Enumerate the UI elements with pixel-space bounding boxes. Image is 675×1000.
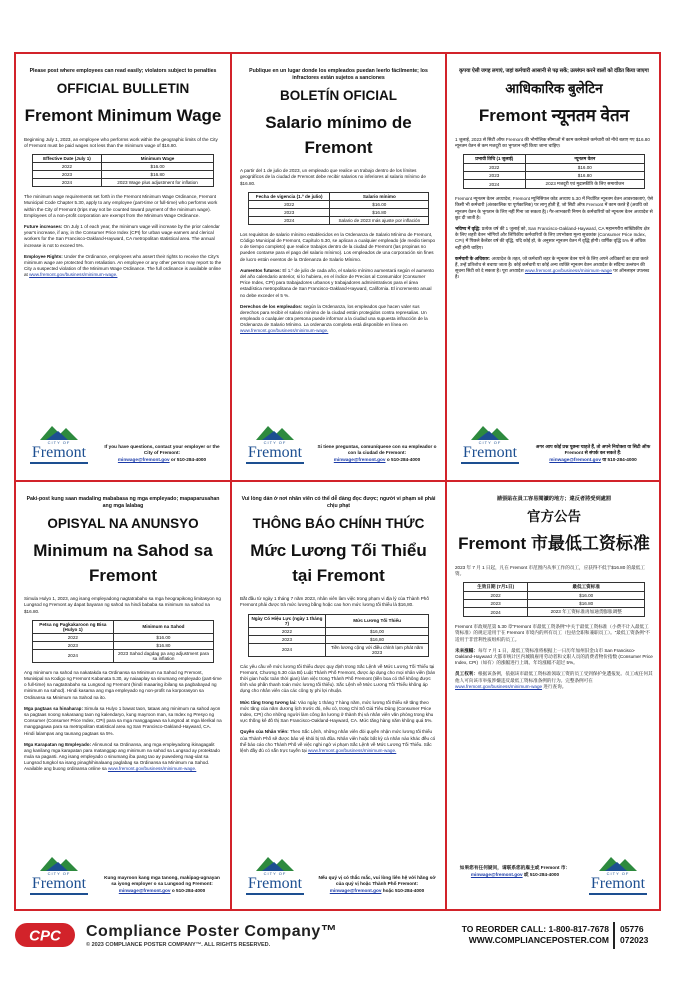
- employee-rights-text: [455, 256, 653, 281]
- table-header: Minimum na Sahod: [113, 620, 213, 633]
- panel-vietnamese: [232, 482, 445, 911]
- table-cell: $16.80: [330, 208, 429, 216]
- intro-text: 1 जुलाई, 2023 से सिटी ऑफ Fremont की भौगोलिक सीमाओं में काम करनेवाले कर्मचारी को नीचे बताए गए $16.80 न्यूनतम वेतन से कम मजदूरी का भुगतान नहीं किया जाना चाहिए।: [455, 136, 650, 149]
- wage-table: [463, 154, 645, 189]
- logo-city-of: CITY OF: [263, 440, 287, 445]
- table-cell: 2023 मजदूरी एवं मुद्रास्फीति के लिए समायोजन: [525, 180, 645, 189]
- table-row: [463, 172, 644, 180]
- table-header: न्यूनतम वेतन: [525, 155, 645, 164]
- table-header: 生效日期 (7月1日): [463, 583, 527, 592]
- table-cell: 2022: [463, 592, 527, 600]
- table-cell: $16,80: [326, 635, 429, 643]
- mountain-icon: [254, 853, 296, 873]
- intro-text: Beginning July 1, 2023, an employee who performs work within the geographic limits of the City of Fremont must be paid wages not less than the minimum wage of $16.80.: [24, 136, 218, 149]
- table-cell: 2023: [32, 171, 101, 179]
- posting-notice: Vui lòng dán ở nơi nhân viên có thể dễ dàng đọc được; người vi phạm sẽ phải chịu phạt: [241, 496, 436, 509]
- logo-city-of: CITY OF: [478, 440, 502, 445]
- panel-footer: [240, 853, 437, 905]
- mountain-icon: [597, 853, 639, 873]
- revision-code: 072023: [620, 935, 649, 946]
- contact-info: [455, 865, 575, 879]
- future-increases-text: [24, 706, 222, 737]
- ordinance-text: Fremont न्यूनतम वेतन अध्यादेश, Fremont म्युनिसिपल कोड अध्याय 5.30 में निर्धारित न्यूनतम वेतन आवश्यकताएं, ऐसे किसी भी कर्मचारी (अंशकालिक या पूर्णकालिक) पर लागू होती हैं, जो सिटी ऑफ Fremont में काम करते हैं (अवधि को न्यूनतम वेतन के भुगतान के लिए नहीं गिना जा सकता है)। गैर-लाभकारी निगम के कर्मचारियों को न्यूनतम वेतन अध्यादेश से छूट दी जाती है।: [455, 196, 653, 220]
- section-text: Theo Sắc Lệnh, những nhân viên đòi quyền nhận mức lương tối thiểu của Thành Phố sẽ được bảo vệ khỏi bị trả đũa. Nhân viên hoặc bất kỳ cá nhân nào khác đều có thể báo cáo cho Thành Phố về việc nghi ngờ vi phạm Sắc Lệnh về Mức Lương Tối Thiểu. Sắc lệnh đầy đủ có sẵn trực tuyến tại: [240, 729, 436, 753]
- panel-title: Fremont न्यूनतम वेतन: [478, 106, 630, 126]
- ordinance-text: The minimum wage requirements set forth in the Fremont Minimum Wage Ordinance, Fremont Municipal Code Chapter 5.30, apply to any employee (part-time or full-time) who performs work within the City of Fremont (trips may not be counted toward payment of the minimum wage). Employees of a non-profit corporation are exempt from the Minimum Wage Ordinance.: [24, 194, 218, 218]
- logo-name: Fremont: [462, 444, 518, 461]
- section-label: Derechos de los empleados:: [240, 303, 303, 309]
- table-cell: $16.00: [330, 200, 429, 208]
- poster-code: 05776: [620, 924, 644, 934]
- table-cell: 2024: [248, 216, 330, 224]
- table-cell: 2024: [32, 649, 113, 662]
- ordinance-link[interactable]: www.fremont.gov/business/minimum-wage.: [307, 747, 397, 753]
- section-text: El 1.º de julio de cada año, el salario mínimo aumentará según el aumento del año calendario anterior, si lo hubiera, en el índice de Precios al Consumidor (Consumer Price Index, CPI) para trabajadores urbanos y trabajadores administrativos para el área estadística metropolitana de San Francisco-Oakland-Hayward, California. El incremento anual no debe exceder el 5 %.: [240, 267, 434, 298]
- ordinance-link[interactable]: www.fremont.gov/business/minimum-wage: [524, 268, 612, 274]
- logo-name: Fremont: [590, 875, 646, 892]
- table-cell: Salario de 2023 más ajuste por inflación: [330, 216, 429, 224]
- table-cell: 2023 年工资标准再加通货膨胀调整: [528, 608, 645, 617]
- table-cell: $16.00: [113, 633, 213, 641]
- section-text: Under the Ordinance, employees who assert their rights to receive the City's minimum wage are protected from retaliation. An employee or any other person may report to the City a suspected violation of the Minimum Wage Ordinance. The full ordinance is available online at: [24, 253, 222, 278]
- section-label: 员工权利：: [455, 671, 478, 677]
- reorder-website[interactable]: WWW.COMPLIANCEPOSTER.COM: [468, 935, 609, 946]
- wage-table: [463, 582, 645, 617]
- contact-text: Si tiene preguntas, comuníquese con su empleador o con la ciudad de Fremont:: [317, 443, 437, 456]
- contact-text: If you have questions, contact your employer or the City of Fremont:: [104, 443, 220, 456]
- table-cell: 2023: [463, 600, 527, 608]
- intro-text: Bắt đầu từ ngày 1 tháng 7 năm 2023, nhân viên làm việc trong phạm vi địa lý của Thành Phố Fremont phải được trả mức lương bằng hoặc cao hơn mức lương tối thiểu là $16,80.: [240, 596, 429, 608]
- table-row: [248, 627, 428, 635]
- email-link[interactable]: minwage@fremont.gov: [333, 457, 386, 463]
- ordinance-text: Các yêu cầu về mức lương tối thiểu được quy định trong Sắc Lệnh về Mức Lương Tối Thiểu tại Fremont, Chương 5.30 của Bộ Luật Thành Phố Fremont, được áp dụng cho mọi nhân viên (bán thời gian hoặc toàn thời gian) làm việc trong Thành Phố Fremont (tiền boa có thể không được tính vào phần thanh toán mức lương tối thiểu). Sắc Lệnh về Mức Lương Tối Thiểu không áp dụng cho nhân viên của các công ty phi lợi nhuận.: [240, 663, 436, 694]
- table-row: [463, 592, 644, 600]
- table-row: [463, 180, 644, 189]
- cpc-logo-icon: [14, 920, 76, 950]
- contact-info: [317, 875, 437, 895]
- table-cell: $16.80: [525, 172, 645, 180]
- footer-divider: [613, 922, 615, 949]
- table-header: Effective Date (July 1): [32, 155, 101, 163]
- contact-info: [102, 875, 222, 895]
- section-label: 未来涨幅：: [455, 647, 478, 653]
- table-cell: 2022: [248, 627, 325, 635]
- table-row: [32, 179, 213, 187]
- posting-notice: Publique en un lugar donde los empleados puedan leerlo fácilmente; los infractores están sujetos a sanciones: [249, 68, 428, 81]
- future-increases-text: [455, 226, 653, 251]
- section-text: On July 1 of each year, the minimum wage will increase by the prior calendar year's increase, if any, in the Consumer Price Index (CPI) for urban wage earners and clerical workers for the San Francisco-Oakland-Hayward, CA metropolitan statistical area. The annual increase is not to exceed 5%.: [24, 224, 220, 248]
- table-row: [32, 633, 213, 641]
- section-label: Future increases:: [24, 224, 63, 230]
- fremont-logo: [28, 853, 90, 903]
- panel-title: Minimum na Sahod sa Fremont: [33, 541, 213, 585]
- table-row: [463, 600, 644, 608]
- wage-table: [32, 154, 214, 187]
- contact-text: Kung mayroon kang mga tanong, makipag-ugnayan sa iyong employer o sa Lungsod ng Fremont:: [104, 874, 220, 887]
- table-cell: 2022: [248, 200, 330, 208]
- publisher-footer: [14, 916, 661, 956]
- table-row: [463, 164, 644, 172]
- poster-codes: [620, 924, 660, 946]
- section-text: पर ऑनलाइन उपलब्ध है।: [455, 268, 650, 280]
- panel-title: Mức Lương Tối Thiểu tại Fremont: [250, 541, 427, 585]
- ordinance-text: Fremont 市政规范第 5.30 章“Fremont 市最低工资条例”中关于最低工资标准（小费不计入最低工资标准）的规定适用于在 Fremont 市境内的所有员工（包括全职和兼职员工）。“最低工资条例”不适用于非营利性质组织的员工。: [455, 624, 650, 642]
- table-cell: $16.00: [102, 163, 214, 171]
- reorder-info: [419, 924, 609, 946]
- reorder-phone: TO REORDER CALL: 1-800-817-7678: [461, 924, 609, 934]
- employee-rights-text: [24, 742, 222, 773]
- mountain-icon: [38, 853, 80, 873]
- ordinance-link[interactable]: www.fremont.gov/business/minimum-wage.: [29, 272, 118, 278]
- future-increases-text: [240, 700, 437, 725]
- posting-notice: Paki-post kung saan madaling mababasa ng mga empleyado; mapaparusahan ang mga lalabag: [26, 496, 220, 509]
- phone-text: or 510-284-4000: [169, 457, 207, 463]
- panel-spanish: [232, 54, 445, 480]
- table-header: Salario mínimo: [330, 192, 429, 200]
- section-text: प्रत्येक वर्ष की 1 जुलाई को, San Francisco-Oakland-Hayward, CA महानगरीय सांख्यिकीय क्षेत्र के लिए शहरी वेतन भोगियों और लिपिकीय कर्मचारियों के लिए उपभोक्ता मूल्य सूचकांक (Consumer Price Index, CPI) में पिछले कैलेंडर वर्ष की वृद्धि, यदि कोई हो, के अनुसार न्यूनतम वेतन में वृद्धि होगी। वार्षिक वृद्धि 5% से अधिक नहीं होनी चाहिए।: [455, 226, 650, 250]
- section-text: Vào ngày 1 tháng 7 hàng năm, mức lương tối thiểu sẽ tăng theo mức tăng của năm dương lịch trước đó, nếu có, trong Chỉ Số Giá Tiêu Dùng (Consumer Price Index, CPI) cho những người làm công ăn lương ở thành thị và nhân viên văn phòng trong khu vực thống kê đô thị San Francisco-Oakland-Hayward, CA. Mức tăng hàng năm không quá 5%.: [240, 699, 434, 724]
- table-cell: 2024: [463, 180, 525, 189]
- future-increases-text: [240, 268, 437, 299]
- logo-city-of: CITY OF: [606, 871, 630, 876]
- future-increases-text: [24, 224, 222, 249]
- section-label: Quyền của Nhân Viên:: [240, 729, 289, 735]
- fremont-logo: [28, 422, 90, 472]
- logo-city-of: CITY OF: [47, 440, 71, 445]
- email-link[interactable]: minwage@fremont.gov: [549, 457, 601, 463]
- logo-name: Fremont: [247, 444, 303, 461]
- section-label: Mức tăng trong tương lai:: [240, 699, 297, 705]
- future-increases-text: [455, 648, 653, 667]
- table-cell: 2022: [32, 633, 113, 641]
- table-row: [32, 641, 213, 649]
- fremont-logo: [244, 853, 306, 903]
- table-header: Ngày Có Hiệu Lực (ngày 1 tháng 7): [248, 614, 325, 627]
- table-row: [32, 171, 213, 179]
- section-text: 根据该条例，依据该市最低工资标准领取工资的员工受到保护免遭报复。员工或任何其他人可向该市举报涉嫌违反最低工资标准条例的行为。完整条例可在: [455, 671, 653, 683]
- bulletin-heading: आधिकारिक बुलेटिन: [505, 80, 603, 96]
- employee-rights-text: [24, 254, 222, 279]
- table-cell: 2023: [463, 172, 525, 180]
- table-row: [248, 216, 428, 224]
- table-row: [248, 200, 428, 208]
- posting-notice: 請張貼在員工容易閱讀的地方；違反者將受到處罰: [496, 496, 612, 502]
- email-link[interactable]: minwage@fremont.gov: [117, 457, 170, 463]
- ordinance-text: Ang minimum na sahod na nakatakda sa Ordinansa sa Minimum na Sahod ng Fremont, Munisipal na Kodigo ng Fremont Kabanata 5.30, ay naiaaplay sa sinumang empleyado (part-time o full-time) na nagtatrabaho sa Lungsod ng Fremont (hindi maaaring ibilang sa pagbabayad ng minimum na sahod). Hindi kasama ang mga empleyado ng non-profit na korporasyon sa Ordinansa sa Minimum na Sahod na ito.: [24, 669, 222, 700]
- table-cell: 2022: [32, 163, 101, 171]
- panel-footer: [455, 422, 653, 474]
- contact-text: अगर आप कोई प्रश्न पूछना चाहते हैं, तो अपने नियोक्ता या सिटी ऑफ Fremont से संपर्क कर सकते हैं:: [535, 443, 651, 456]
- bulletin-heading: 官方公告: [527, 508, 581, 524]
- table-cell: 2023: [32, 641, 113, 649]
- posting-notice: Please post where employees can read easily; violators subject to penalties: [29, 68, 217, 74]
- fremont-logo: [587, 853, 649, 903]
- section-label: Employee Rights:: [24, 253, 63, 259]
- contact-text: Nếu quý vị có thắc mắc, vui lòng liên hệ với hãng sở của quý vị hoặc Thành Phố Fremont:: [318, 874, 436, 887]
- fremont-logo: [244, 422, 306, 472]
- wage-table: [248, 614, 429, 657]
- logo-city-of: CITY OF: [47, 871, 71, 876]
- email-link[interactable]: minwage@fremont.gov: [470, 872, 523, 878]
- section-text: Alinsunod sa Ordinansa, ang mga empleyadong ikinagagalit ang kanilang mga karapatan para matanggap ang minimum na sahod sa Lungsod ay protektado mula sa paganti. Ang isang empleyado o sinumang iba pang tao ay puwedeng mag-ulat sa Lungsod tungkol sa isang pinaghihinalaang paglabag sa Ordinansa sa Minimum na Sahod. Available ang buong ordinansa online sa: [24, 741, 220, 772]
- table-cell: 2023: [248, 635, 325, 643]
- table-cell: 2023 Wage plus adjustment for inflation: [102, 179, 214, 187]
- panel-footer: [455, 853, 653, 905]
- contact-info: [317, 444, 437, 464]
- section-label: Mga Karapatan ng Empleyado:: [24, 741, 92, 747]
- table-row: [463, 608, 644, 617]
- mountain-icon: [469, 422, 511, 442]
- logo-name: Fremont: [247, 875, 303, 892]
- contact-info: [102, 444, 222, 464]
- email-link[interactable]: minwage@fremont.gov: [118, 888, 171, 894]
- intro-text: A partir del 1 de julio de 2023, un empleado que realice un trabajo dentro de los límites geográficos de la ciudad de Fremont debe recibir salarios no inferiores al salario mínimo de $16.80.: [240, 168, 426, 186]
- bulletin-poster: [14, 52, 661, 911]
- panel-title: Fremont Minimum Wage: [24, 106, 222, 126]
- table-cell: $16.80: [113, 641, 213, 649]
- table-cell: Tiền lương cộng với điều chỉnh lạm phát năm 2023: [326, 643, 429, 656]
- wage-table: [248, 192, 429, 225]
- table-cell: 2024: [463, 608, 527, 617]
- employee-rights-text: [240, 304, 437, 335]
- phone-text: 或 510-284-4000: [522, 872, 560, 878]
- table-cell: 2024: [248, 643, 325, 656]
- table-cell: $16.00: [528, 592, 645, 600]
- phone-text: या 510-284-4000: [600, 457, 637, 463]
- bulletin-heading: THÔNG BÁO CHÍNH THỨC: [252, 515, 425, 531]
- section-text: según la Ordenanza, los empleados que hacen valer sus derechos para recibir el salario mínimo de la ciudad están protegidos contra represalias. Un empleado o cualquier otra persona puede informar a la ciudad una supuesta infracción de la Ordenanza de Salario Mínimo. La ordenanza completa está disponible en línea en: [240, 303, 428, 328]
- table-row: [32, 649, 213, 662]
- employee-rights-text: [455, 671, 653, 690]
- logo-name: Fremont: [31, 444, 87, 461]
- table-row: [32, 163, 213, 171]
- table-header: 最低工资标准: [528, 583, 645, 592]
- panel-hindi: [447, 54, 661, 480]
- panel-footer: [24, 422, 222, 474]
- table-header: Minimum Wage: [102, 155, 214, 163]
- table-cell: $16.80: [102, 171, 214, 179]
- table-cell: $16,00: [326, 627, 429, 635]
- ordinance-link[interactable]: www.fremont.gov/business/minimum-wage.: [240, 328, 329, 334]
- copyright: © 2023 COMPLIANCE POSTER COMPANY™. ALL RIGHTS RESERVED.: [86, 942, 271, 948]
- panel-footer: [240, 422, 437, 474]
- table-cell: 2022: [463, 164, 525, 172]
- panel-english: [16, 54, 230, 480]
- brand-name: Compliance Poster Company™: [86, 923, 338, 940]
- table-cell: $16.80: [528, 600, 645, 608]
- bulletin-heading: BOLETÍN OFICIAL: [280, 87, 397, 103]
- section-text: 进行查询。: [542, 683, 567, 689]
- wage-table: [32, 620, 214, 663]
- logo-city-of: CITY OF: [263, 871, 287, 876]
- intro-text: Simula Hulyo 1, 2023, ang isang empleyadong nagtatrabaho sa mga heograpikong limitasyon ng Lungsod ng Fremont ay dapat bayaran ng sahod na hindi bababa sa minimum na sahod na $16.80.: [24, 596, 221, 614]
- logo-name: Fremont: [31, 875, 87, 892]
- fremont-logo: [459, 422, 521, 472]
- phone-text: hoặc 510-284-4000: [381, 888, 425, 894]
- section-text: 每年 7 月 1 日，最低工资标准将根据上一日历年加州旧金山市 San Francisco-Oakland-Hayward 大都市统计区内城镇雇用劳动者和文职人员的消费者物价指数 (Consumer Price Index, CPI)（如有）的涨幅进行上调。年均涨幅不超过 5%。: [455, 647, 653, 666]
- table-row: [248, 635, 428, 643]
- table-row: [248, 208, 428, 216]
- phone-text: o 510-284-4000: [170, 888, 206, 894]
- cpc-logo-text: CPC: [29, 927, 61, 945]
- table-cell: 2024: [32, 179, 101, 187]
- email-link[interactable]: minwage@fremont.gov: [329, 888, 382, 894]
- bulletin-heading: OPISYAL NA ANUNSYO: [47, 515, 199, 531]
- ordinance-link[interactable]: www.fremont.gov/business/minimum-wage: [455, 683, 543, 689]
- panel-chinese: [447, 482, 661, 911]
- panel-title: Salario mínimo de Fremont: [265, 113, 412, 157]
- table-cell: 2023: [248, 208, 330, 216]
- section-text: Simula sa Hulyo 1 bawat taon, tataas ang minimum na sahod ayon sa pagtaas noong nakaraang taon ng kalendaryo, kung mayroon man, sa Index ng Presyo ng Consumer (Consumer Price Index, CPI) para sa mga manggagawa sa lungsod at mga klerikal na manggagawa para sa metropolitan statistical area ng San Francisco-Oakland-Hayward, CA. Hindi lalampas ang taunang pagtaas sa 5%.: [24, 705, 222, 736]
- ordinance-text: Los requisitos de salario mínimo establecidos en la Ordenanza de Salario Mínimo de Fremont, Código Municipal de Fremont, Capítulo 5.30, se aplican a cualquier empleado (de medio tiempo o de tiempo completo) que realice trabajos dentro de la ciudad de Fremont (las propinas no pueden contarse para el pago del salario mínimo). Los empleados de una corporación sin fines de lucro están exentos de la Ordenanza de Salario Mínimo.: [240, 231, 436, 262]
- ordinance-link[interactable]: www.fremont.gov/business/minimum-wage.: [107, 766, 197, 772]
- employee-rights-text: [240, 729, 437, 754]
- section-label: भविष्य में वृद्धि:: [455, 226, 481, 232]
- bulletin-heading: OFFICIAL BULLETIN: [56, 80, 190, 96]
- mountain-icon: [38, 422, 80, 442]
- section-label: Mga pagtaas sa hinaharap:: [24, 705, 83, 711]
- table-header: Fecha de vigencia (1.º de julio): [248, 192, 330, 200]
- contact-text: 如果您有任何疑问，请联系您的雇主或 Fremont 市：: [459, 865, 571, 871]
- phone-text: o 510-284-4000: [385, 457, 421, 463]
- section-text: अध्यादेश के तहत, जो कर्मचारी शहर के न्यूनतम वेतन पाने के लिए अपने अधिकारों का दावा करते हैं, उन्हें प्रतिशोध से बचाया जाता है। कोई कर्मचारी या कोई अन्य व्यक्ति न्यूनतम वेतन अध्यादेश के संदिग्ध उल्लंघन की सूचना सिटी को दे सकता है। पूरा अध्यादेश: [455, 255, 649, 274]
- mountain-icon: [254, 422, 296, 442]
- table-cell: 2023 Sahod dagdag pa ang adjustment para sa inflation: [113, 649, 213, 662]
- contact-info: [533, 444, 653, 464]
- table-header: प्रभावी तिथि (1 जुलाई): [463, 155, 525, 164]
- panel-title: Fremont 市最低工资标准: [458, 534, 650, 554]
- section-label: कर्मचारी के अधिकार:: [455, 255, 491, 261]
- table-header: Mức Lương Tối Thiểu: [326, 614, 429, 627]
- table-header: Petsa ng Pagkakaroon ng Bisa (Hulyo 1): [32, 620, 113, 633]
- panel-tagalog: [16, 482, 230, 911]
- panel-footer: [24, 853, 222, 905]
- table-row: [248, 643, 428, 656]
- table-cell: $16.00: [525, 164, 645, 172]
- posting-notice: कृपया ऐसी जगह लगाएं, जहां कर्मचारी आसानी से पढ़ सकें; उल्लंघन करने वालों को दंडित किया जाएगा: [459, 68, 649, 74]
- intro-text: 2023 年 7 月 1 日起，凡在 Fremont 市范围内从事工作的员工，应获得不低于$16.80 的最低工资。: [455, 564, 645, 577]
- section-label: Aumentos futuros:: [240, 267, 282, 273]
